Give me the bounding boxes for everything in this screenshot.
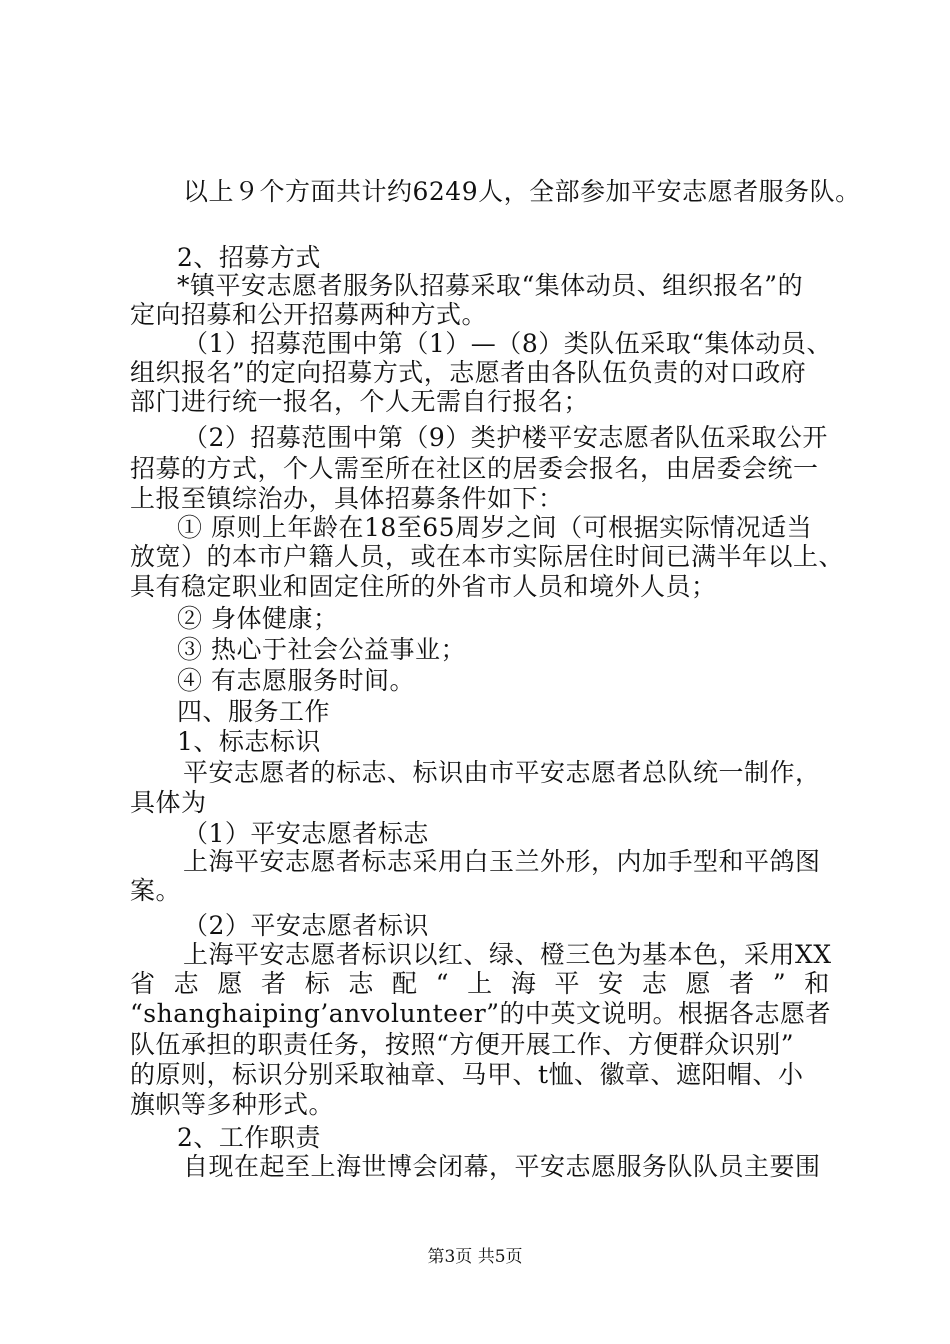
paragraph-line: 上海平安志愿者标识以红、绿、橙三色为基本色，采用XX: [183, 940, 832, 969]
spaced-char: 海: [510, 969, 537, 998]
section-heading: 四、服务工作: [177, 697, 331, 726]
spaced-char: 者: [261, 969, 287, 998]
spaced-char: 愿: [217, 969, 243, 998]
list-item: ④ 有志愿服务时间。: [177, 666, 415, 695]
page-number-footer: 第3页 共5页: [427, 1247, 523, 1267]
spaced-line: [130, 968, 830, 1000]
paragraph-line: 招募的方式，个人需至所在社区的居委会报名，由居委会统一: [130, 454, 819, 483]
paragraph-line: “shanghaiping’anvolunteer”的中英文说明。根据各志愿者: [130, 999, 832, 1028]
spaced-char: 和: [804, 969, 830, 998]
list-item: ② 身体健康；: [177, 604, 339, 633]
section-heading: 2、招募方式: [177, 243, 321, 272]
paragraph-line: 定向招募和公开招募两种方式。: [130, 300, 488, 329]
spaced-char: 配: [392, 969, 418, 998]
paragraph-line: （1）招募范围中第（1）—（8）类队伍采取“集体动员、: [183, 329, 833, 358]
paragraph-line: 具体为: [130, 788, 207, 817]
paragraph-line: 部门进行统一报名，个人无需自行报名；: [130, 387, 590, 416]
paragraph-line: 放宽）的本市户籍人员，或在本市实际居住时间已满半年以上、: [130, 542, 845, 571]
paragraph-line: 案。: [130, 876, 182, 905]
paragraph-line: 旗帜等多种形式。: [130, 1090, 335, 1119]
paragraph-line: 上海平安志愿者标志采用白玉兰外形，内加手型和平鸽图: [183, 847, 821, 876]
paragraph-line: （2）平安志愿者标识: [183, 911, 429, 940]
paragraph-line: 队伍承担的职责任务，按照“方便开展工作、方便群众识别”: [130, 1030, 795, 1059]
spaced-char: 上: [467, 969, 493, 998]
paragraph-line: 的原则，标识分别采取袖章、马甲、t恤、徽章、遮阳帽、小: [130, 1060, 804, 1089]
paragraph-line: 以上９个方面共计约6249人，全部参加平安志愿者服务队。: [183, 177, 861, 206]
spaced-char: 平: [554, 969, 580, 998]
spaced-char: 标: [304, 969, 331, 998]
paragraph-line: 组织报名”的定向招募方式，志愿者由各队伍负责的对口政府: [130, 358, 807, 387]
spaced-char: 志: [173, 969, 200, 998]
section-heading: 2、工作职责: [177, 1123, 321, 1152]
spaced-char: ”: [772, 969, 787, 998]
spaced-char: 省: [130, 969, 156, 998]
section-heading: 1、标志标识: [177, 727, 321, 756]
paragraph-line: （1）平安志愿者标志: [183, 819, 429, 848]
paragraph-line: 平安志愿者的标志、标识由市平安志愿者总队统一制作，: [183, 758, 821, 787]
spaced-char: 者: [729, 969, 755, 998]
spaced-char: 安: [598, 969, 624, 998]
list-item: ③ 热心于社会公益事业；: [177, 635, 466, 664]
spaced-char: 志: [348, 969, 374, 998]
paragraph-line: （2）招募范围中第（9）类护楼平安志愿者队伍采取公开: [183, 423, 828, 452]
spaced-char: “: [435, 969, 449, 998]
paragraph-line: 自现在起至上海世博会闭幕，平安志愿服务队队员主要围: [183, 1152, 821, 1181]
spaced-char: 愿: [685, 969, 712, 998]
paragraph-line: 上报至镇综治办，具体招募条件如下：: [130, 484, 564, 513]
paragraph-line: *镇平安志愿者服务队招募采取“集体动员、组织报名”的: [177, 271, 804, 300]
paragraph-line: 具有稳定职业和固定住所的外省市人员和境外人员；: [130, 572, 717, 601]
list-item: ① 原则上年龄在18至65周岁之间（可根据实际情况适当: [177, 513, 813, 542]
spaced-char: 志: [641, 969, 668, 998]
